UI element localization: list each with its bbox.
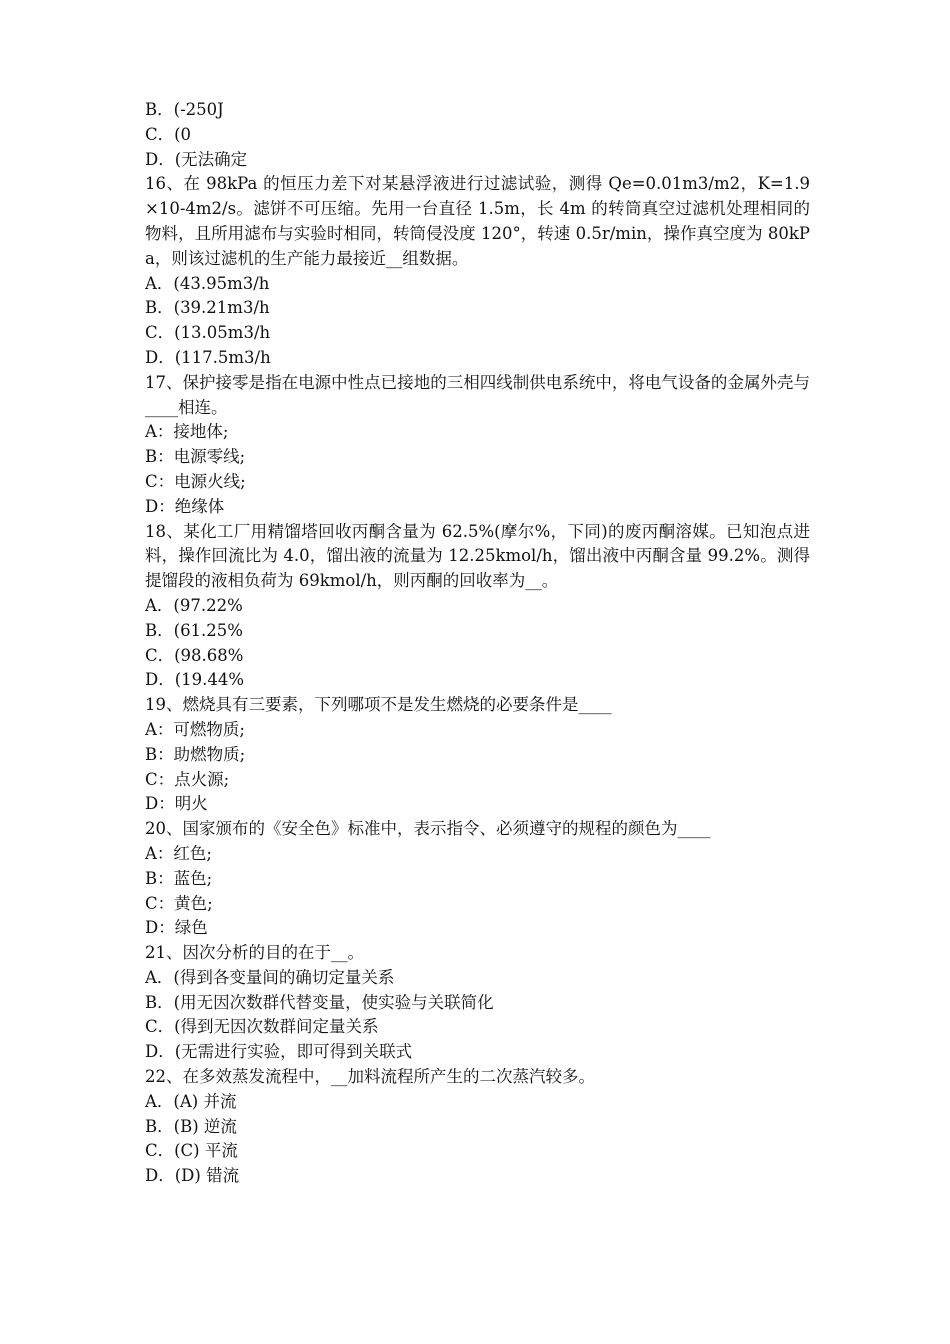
- option-q19-c: C：点火源;: [145, 769, 230, 789]
- option-q20-d: D：绿色: [145, 918, 208, 938]
- option-q18-a: A．(97.22%: [145, 595, 243, 615]
- option-q20-a: A：红色;: [145, 843, 212, 863]
- option-q15-d: D．(无法确定: [145, 149, 248, 169]
- option-q22-a: A．(A) 并流: [145, 1091, 237, 1111]
- option-q19-b: B：助燃物质;: [145, 744, 246, 764]
- option-q15-b: B．(-250J: [145, 100, 224, 119]
- option-q21-d: D．(无需进行实验，即可得到关联式: [145, 1042, 413, 1062]
- option-q21-c: C．(得到无因次数群间定量关系: [145, 1017, 379, 1037]
- question-16: 16、在 98kPa 的恒压力差下对某悬浮液进行过滤试验，测得 Qe=0.01m3/m2，K=1.9×10-4m2/s。滤饼不可压缩。先用一台直径 1.5m，长 4m 的转筒真空过滤机处理相同的物料，且所用滤布与实验时相同，转筒侵没度 120°，转速 0.5r/min，操作真空度为 80kPa，则该过滤机的生产能力最接近__组数据。: [145, 174, 810, 268]
- question-18: 18、某化工厂用精馏塔回收丙酮含量为 62.5%(摩尔%，下同)的废丙酮溶媒。已知泡点进料，操作回流比为 4.0，馏出液的流量为 12.25kmol/h，馏出液中丙酮含量 99.2%。测得提馏段的液相负荷为 69kmol/h，则丙酮的回收率为__。: [145, 521, 810, 591]
- question-21: 21、因次分析的目的在于__。: [145, 943, 364, 963]
- option-q21-a: A．(得到各变量间的确切定量关系: [145, 967, 395, 987]
- option-q21-b: B．(用无因次数群代替变量，使实验与关联简化: [145, 992, 494, 1012]
- option-q17-a: A：接地体;: [145, 422, 229, 442]
- option-q16-b: B．(39.21m3/h: [145, 298, 270, 318]
- question-19: 19、燃烧具有三要素，下列哪项不是发生燃烧的必要条件是____: [145, 695, 612, 715]
- question-22: 22、在多效蒸发流程中，__加料流程所产生的二次蒸汽较多。: [145, 1067, 595, 1087]
- option-q18-d: D．(19.44%: [145, 670, 245, 690]
- option-q17-d: D：绝缘体: [145, 496, 225, 516]
- option-q18-b: B．(61.25%: [145, 620, 243, 640]
- option-q15-c: C．(0: [145, 124, 192, 144]
- question-17: 17、保护接零是指在电源中性点已接地的三相四线制供电系统中，将电气设备的金属外壳与____相连。: [145, 372, 810, 417]
- option-q16-c: C．(13.05m3/h: [145, 323, 271, 343]
- option-q22-c: C．(C) 平流: [145, 1141, 238, 1161]
- option-q17-c: C：电源火线;: [145, 471, 246, 491]
- option-q22-d: D．(D) 错流: [145, 1166, 240, 1186]
- option-q22-b: B．(B) 逆流: [145, 1116, 237, 1136]
- document-body: [145, 98, 810, 1189]
- question-20: 20、国家颁布的《安全色》标准中，表示指令、必须遵守的规程的颜色为____: [145, 819, 711, 839]
- option-q19-d: D：明火: [145, 794, 208, 814]
- option-q20-b: B：蓝色;: [145, 868, 213, 888]
- option-q16-d: D．(117.5m3/h: [145, 347, 271, 367]
- option-q20-c: C：黄色;: [145, 893, 213, 913]
- option-q19-a: A：可燃物质;: [145, 719, 245, 739]
- option-q16-a: A．(43.95m3/h: [145, 273, 270, 293]
- option-q18-c: C．(98.68%: [145, 645, 244, 665]
- option-q17-b: B：电源零线;: [145, 447, 246, 467]
